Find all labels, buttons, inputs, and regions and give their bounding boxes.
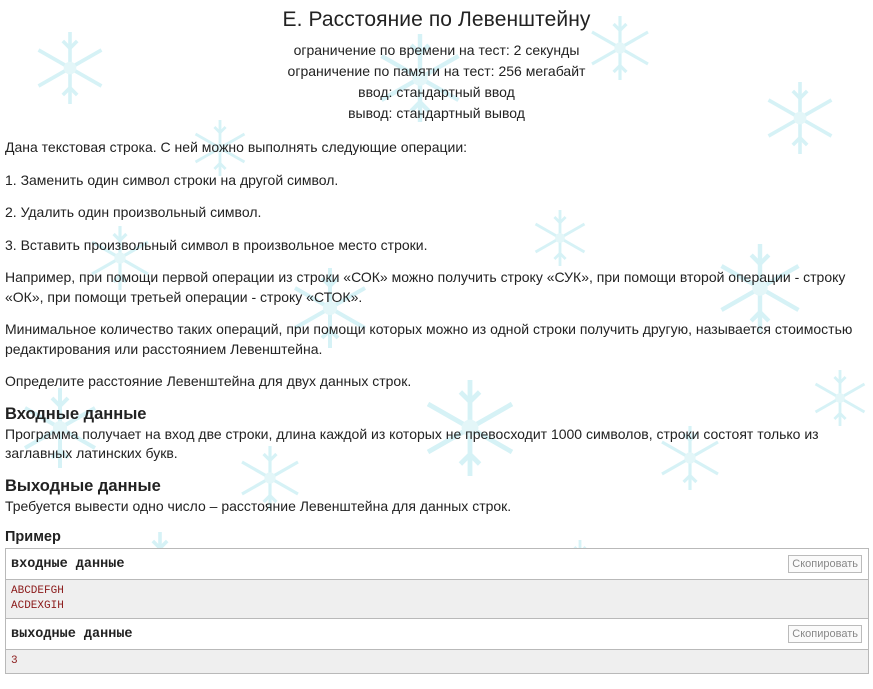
sample-test [5,548,869,674]
sample-input-line: ABCDEFGH [11,585,64,597]
memory-limit: ограничение по памяти на тест: 256 мегабайт [287,63,586,79]
input-specification [5,405,868,464]
legend-paragraph: Минимальное количество таких операций, при помощи которых можно из одной строки получить другую, называется стоимостью редактирования или расстоянием Левенштейна. [5,321,853,357]
problem-statement [0,8,873,674]
copy-output-button[interactable]: Скопировать [788,625,862,643]
copy-input-button[interactable]: Скопировать [788,555,862,573]
legend-paragraph: Дана текстовая строка. С ней можно выполнять следующие операции: [5,139,468,155]
legend-paragraph: 2. Удалить один произвольный символ. [5,204,262,220]
input-spec-text: Программа получает на вход две строки, длина каждой из которых не превосходит 1000 символов, строки состоят только из заглавных латинских букв. [5,425,819,461]
input-file: ввод: стандартный ввод [358,84,515,100]
sample-output-header [6,619,868,650]
legend-paragraph: 1. Заменить один символ строки на другой символ. [5,171,339,188]
time-limit: ограничение по времени на тест: 2 секунды [293,42,580,58]
output-spec-title: Выходные данные [5,476,161,495]
legend [5,138,868,392]
sample-tests [5,529,868,674]
sample-output[interactable] [6,650,868,673]
sample-input-label: входные данные [11,557,125,572]
output-specification [5,477,868,517]
sample-output-line: 3 [11,655,18,667]
legend-paragraph: 3. Вставить произвольный символ в произвольное место строки. [5,236,428,253]
legend-paragraph: Например, при помощи первой операции из строки «СОК» можно получить строку «СУК», при помощи второй операции - строку «ОК», при помощи третьей операции - строку «СТОК». [5,269,846,305]
problem-title: E. Расстояние по Левенштейну [282,8,591,31]
problem-header [5,8,868,124]
legend-paragraph: Определите расстояние Левенштейна для двух данных строк. [5,373,412,389]
output-file: вывод: стандартный вывод [348,105,525,121]
output-spec-text: Требуется вывести одно число – расстояние Левенштейна для данных строк. [5,497,512,514]
sample-input-header [6,549,868,580]
sample-input[interactable] [6,580,868,619]
example-title: Пример [5,529,61,545]
sample-input-line: ACDEXGIH [11,600,64,612]
sample-output-label: выходные данные [11,627,133,642]
input-spec-title: Входные данные [5,404,147,423]
